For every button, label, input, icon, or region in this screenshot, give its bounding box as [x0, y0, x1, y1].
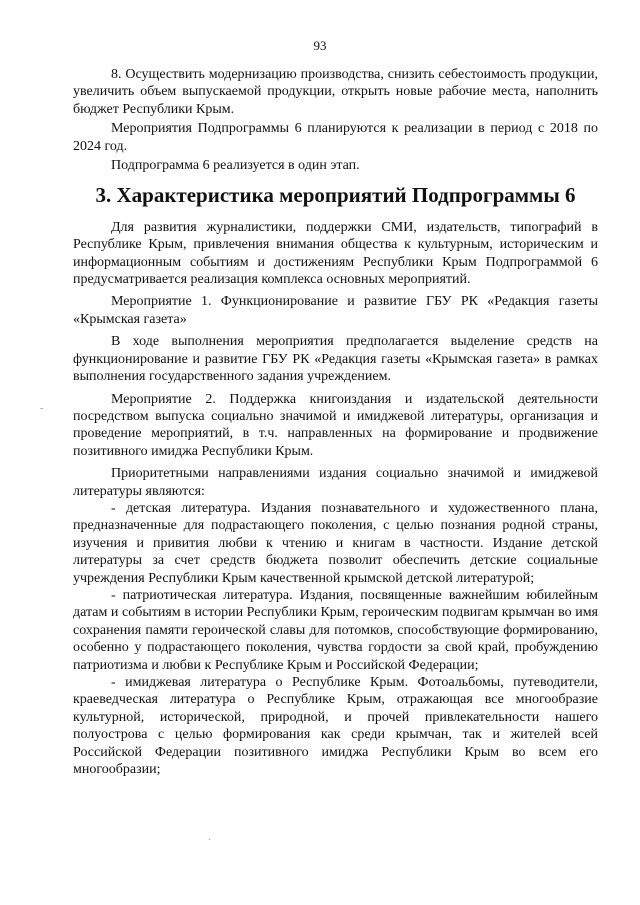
document-body — [73, 66, 598, 778]
goal-paragraph: 8. Осуществить модернизацию производства, снизить себестоимость продукции, увеличить объем выпускаемой продукции, открыть новые рабочие места, наполнить бюджет Республики Крым. — [73, 67, 598, 117]
activity-1-title: Мероприятие 1. Функционирование и развитие ГБУ РК «Редакция газеты «Крымская газета» — [73, 294, 598, 327]
scan-mark: - — [40, 403, 44, 414]
activity-1-description: В ходе выполнения мероприятия предполагается выделение средств на функционирование и развитие ГБУ РК «Редакция газеты «Крымская газета» в рамках выполнения государственного задания учреждением. — [73, 334, 598, 385]
priority-directions-intro: Приоритетными направлениями издания социально значимой и имиджевой литературы являются: — [73, 466, 598, 499]
scan-mark: · — [208, 835, 212, 846]
implementation-period-paragraph: Мероприятия Подпрограммы 6 планируются к реализации в период с 2018 по 2024 год. — [73, 121, 598, 154]
activity-2-title: Мероприятие 2. Поддержка книгоиздания и издательской деятельности посредством выпуска социально значимой и имиджевой литературы, организация и проведение мероприятий, в т.ч. направленных на формирование и продвижение позитивного имиджа Республики Крым. — [73, 391, 598, 459]
intro-paragraph: Для развития журналистики, поддержки СМИ, издательств, типографий в Республике Крым, привлечения внимания общества к культурным, историческим и информационным событиям и достижениям Республики Крым Подпрограммой 6 предусматривается реализация комплекса основных мероприятий. — [73, 219, 598, 288]
section-heading: 3. Характеристика мероприятий Подпрограммы 6 — [95, 183, 576, 208]
list-item-image-literature: - имиджевая литература о Республике Крым. Фотоальбомы, путеводители, краеведческая литература о Республике Крым, отражающая все многообразие культурной, исторической, природной, и прочей привлекательности нашего полуострова с целью формирования как среди крымчан, так и жителей всей Российской Федерации позитивного имиджа Республики Крым во всем его многообразии; — [73, 675, 598, 778]
page-number: 93 — [313, 38, 327, 53]
list-item-children-literature: - детская литература. Издания познавательного и художественного плана, предназначенные для подрастающего поколения, с целью познания родной страны, изучения и привития любви к чтению и книгам в частности. Издание детской литературы за счет средств бюджета позволит обеспечить детские социальные учреждения Республики Крым качественной крымской детской литературой; — [73, 500, 598, 586]
list-item-patriotic-literature: - патриотическая литература. Издания, посвященные важнейшим юбилейным датам и событиям в истории Республики Крым, героическим подвигам крымчан во имя сохранения памяти героической славы для потомков, способствующие формированию, особенно у подрастающего поколения, чувства гордости за свой край, пробуждению патриотизма и любви к Республике Крым и Российской Федерации; — [73, 587, 598, 673]
implementation-stage-paragraph: Подпрограмма 6 реализуется в один этап. — [111, 158, 360, 174]
